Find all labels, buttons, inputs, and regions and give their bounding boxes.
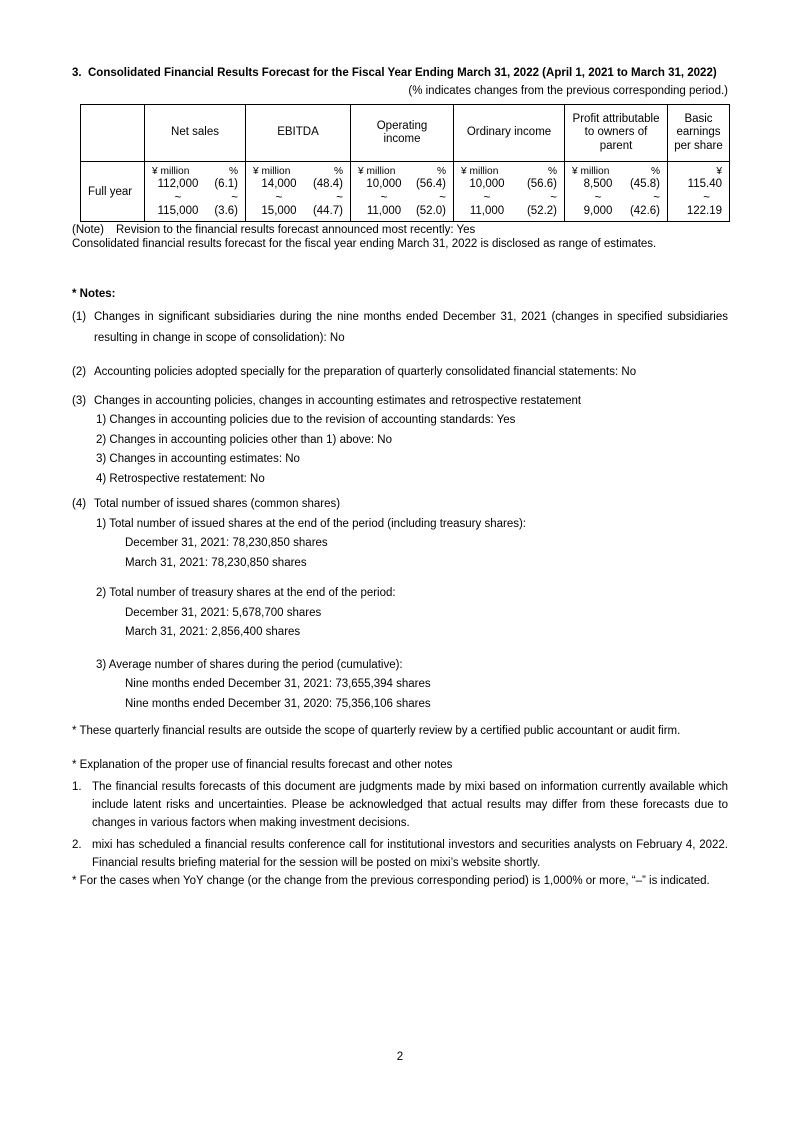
unit-pct: % [333,165,343,177]
range-tilde: ~ [439,191,446,204]
pct-high: (52.2) [526,205,557,218]
value-low: 10,000 [366,177,402,190]
range-tilde: ~ [550,191,557,204]
unit-pct: % [436,165,446,177]
unit-label: ¥ million [152,165,190,177]
group-line: March 31, 2021: 78,230,850 shares [125,556,307,569]
item-text: mixi has scheduled a financial results conference call for institutional investors and securities analysts on February 4, 2022. Financial results briefing material for the session will be posted on mixi’s website shortly. [92,838,728,869]
item-text: The financial results forecasts of this document are judgments made by mixi based on information currently available which include latent risks and uncertainties. Please be acknowledged that actual results may differ from these forecasts due to changes in various factors when making investment decisions. [92,780,728,829]
sub-item: 4) Retrospective restatement: No [96,472,265,485]
value-high: 11,000 [469,205,505,218]
quarterly-review-note: * These quarterly financial results are outside the scope of quarterly review by a certified public accountant or audit firm. [72,725,681,737]
group-line: December 31, 2021: 78,230,850 shares [125,537,328,549]
range-tilde: ~ [653,191,660,204]
value-high: 115,000 [157,205,199,218]
table-note-line-2: Consolidated financial results forecast for the fiscal year ending March 31, 2022 is disclosed as range of estimates. [72,237,657,250]
unit-pct: % [228,165,238,177]
shares-group-3 [94,656,728,715]
explanation-item-1 [72,778,728,832]
group-head: 1) Total number of issued shares at the end of the period (including treasury shares): [96,517,526,530]
value-high: 15,000 [261,205,297,218]
group-line: March 31, 2021: 2,856,400 shares [125,626,301,638]
table-note-line-1 [72,224,728,238]
item-text: Changes in accounting policies, changes in accounting estimates and retrospective restatement [94,394,582,407]
header-cell-basic-eps: Basic earnings per share [668,105,730,162]
cell-operating-income [351,162,454,222]
cell-ebitda [246,162,351,222]
cell-net-sales [145,162,246,222]
pct-low: (56.6) [526,177,557,190]
item-marker: (4) [72,498,87,510]
header-cell-operating-income: Operating income [351,105,454,162]
cell-ordinary-income [454,162,565,222]
group-head: 2) Total number of treasury shares at the end of the period: [96,587,396,599]
note-item-3 [72,392,728,490]
pct-low: (45.8) [629,177,660,190]
note-item-2 [72,363,728,383]
explanation-item-2 [72,836,728,872]
shares-group-1 [94,515,728,574]
value-low: 14,000 [261,177,297,190]
header-cell-ordinary-income: Ordinary income [454,105,565,162]
range-tilde: ~ [231,191,238,204]
shares-group-2 [94,584,728,643]
eps-high: 122.19 [686,205,722,218]
item-marker: 2. [72,838,82,851]
note-item-1 [72,307,728,349]
item-marker: (2) [72,366,87,378]
item-marker: 1. [72,780,82,793]
notes-title: * Notes: [72,288,116,300]
sub-item: 3) Changes in accounting estimates: No [96,453,300,465]
item-text: Changes in significant subsidiaries during the nine months ended December 31, 2021 (changes in specified subsidiaries resulting in change in scope of consolidation): No [94,311,728,344]
section-number: 3. [72,67,82,79]
item-text: Accounting policies adopted specially for the preparation of quarterly consolidated financial statements: No [94,366,637,378]
value-low: 8,500 [583,177,613,190]
range-tilde: ~ [380,191,388,204]
header-cell-profit-attributable: Profit attributable to owners of parent [565,105,668,162]
value-high: 9,000 [583,205,613,218]
range-tilde: ~ [594,191,602,204]
unit-yen: ¥ [716,165,722,177]
note-item-4 [72,495,728,714]
range-tilde: ~ [336,191,343,204]
pct-low: (56.4) [415,177,446,190]
group-line: Nine months ended December 31, 2020: 75,356,106 shares [125,697,431,710]
cell-profit-attributable [565,162,668,222]
pct-low: (6.1) [214,177,238,190]
header-cell-empty [81,105,145,162]
note-text: Revision to the financial results forecast announced most recently: Yes [116,224,476,236]
pct-low: (48.4) [312,177,343,190]
range-tilde: ~ [275,191,283,204]
section-title: Consolidated Financial Results Forecast for the Fiscal Year Ending March 31, 2022 (April 1, 2021 to March 31, 2022) [88,67,717,79]
group-line: Nine months ended December 31, 2021: 73,655,394 shares [125,678,431,690]
pct-high: (44.7) [312,205,343,218]
pct-high: (3.6) [214,205,238,218]
note-marker: (Note) [72,224,104,236]
unit-pct: % [547,165,557,177]
range-tilde: ~ [703,191,710,204]
table-header-row [81,105,730,162]
section-heading [72,66,728,81]
unit-label: ¥ million [358,165,396,177]
cell-basic-eps [668,162,730,222]
pct-high: (52.0) [415,205,446,218]
item-text: Total number of issued shares (common shares) [94,498,341,510]
explanation-title: * Explanation of the proper use of financial results forecast and other notes [72,758,453,771]
item-marker: (1) [72,311,87,323]
page-number: 2 [396,1051,404,1063]
sub-item: 1) Changes in accounting policies due to the revision of accounting standards: Yes [96,414,516,426]
unit-label: ¥ million [253,165,291,177]
group-line: December 31, 2021: 5,678,700 shares [125,606,322,619]
value-low: 10,000 [469,177,505,190]
range-tilde: ~ [174,191,182,204]
unit-pct: % [650,165,660,177]
value-low: 112,000 [157,177,199,190]
group-head: 3) Average number of shares during the period (cumulative): [96,658,403,671]
sub-item: 2) Changes in accounting policies other than 1) above: No [96,433,392,446]
row-label-full-year: Full year [81,162,145,222]
range-tilde: ~ [483,191,491,204]
pct-high: (42.6) [629,205,660,218]
table-caption: (% indicates changes from the previous corresponding period.) [408,85,728,97]
header-cell-net-sales: Net sales [145,105,246,162]
unit-label: ¥ million [461,165,499,177]
forecast-table [80,104,730,222]
value-high: 11,000 [366,205,402,218]
table-data-row [81,162,730,222]
yoy-dash-note: * For the cases when YoY change (or the change from the previous corresponding period) is 1,000% or more, “–” is indicated. [72,874,710,887]
eps-low: 115.40 [687,177,722,190]
unit-label: ¥ million [572,165,610,177]
item-marker: (3) [72,394,87,407]
header-cell-ebitda: EBITDA [246,105,351,162]
